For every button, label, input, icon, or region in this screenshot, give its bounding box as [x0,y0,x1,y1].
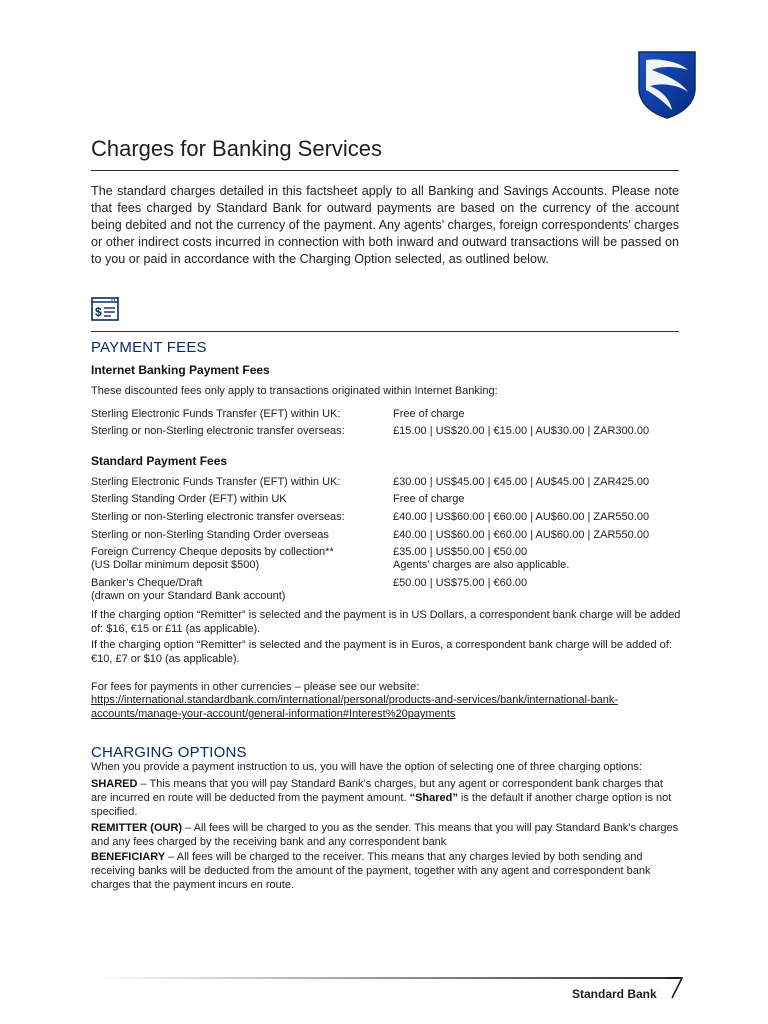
page-title: Charges for Banking Services [91,136,679,171]
fee-value: £15.00 | US$20.00 | €15.00 | AU$30.00 | ZAR300.00 [393,425,650,437]
shared-default-text: is the default if another charge option is not specified. [91,792,672,818]
beneficiary-term: BENEFICIARY [91,851,166,863]
intro-paragraph: The standard charges detailed in this factsheet apply to all Banking and Savings Accounts. Please note that fees charged by Standard Bank for outward payments are based on the currency of the account being debited and not the currency of the payment. Any agents’ charges, foreign correspondents’ charges or other indirect costs incurred in connection with both inward and outward transactions will be passed on to you or paid in accordance with the Charging Option selected, as outlined below. [91,184,679,266]
fee-label-note: (US Dollar minimum deposit $500) [91,559,260,571]
charging-options-heading: CHARGING OPTIONS [91,744,247,761]
fee-value: £50.00 | US$75.00 | €60.00 [393,577,528,589]
fee-value: £40.00 | US$60.00 | €60.00 | AU$60.00 | ZAR550.00 [393,511,650,523]
remitter-text: – All fees will be charged to you as the sender. This means that you will pay Standard Bank’s charges and any fees charged by the receiving bank and any correspondent bank [91,822,679,848]
website-link-line-2: accounts/manage-your-account/general-information#Interest%20payments [91,708,456,720]
fee-label: Sterling or non-Sterling electronic transfer overseas: [91,425,345,437]
payment-fees-heading: PAYMENT FEES [91,339,207,356]
standard-bank-shield-logo [636,48,698,120]
dollar-document-icon [91,297,119,321]
fee-value: Free of charge [393,493,465,505]
fee-label: Sterling Standing Order (EFT) within UK [91,493,287,505]
internet-banking-note: These discounted fees only apply to transactions originated within Internet Banking: [91,385,498,397]
fee-label: Sterling or non-Sterling Standing Order overseas [91,529,329,541]
remitter-eur-note: If the charging option “Remitter” is selected and the payment is in Euros, a correspondent bank charge will be added of: €10, £7 or $10 (as applicable). [91,639,672,665]
fee-label: Sterling Electronic Funds Transfer (EFT) within UK: [91,476,341,488]
charging-options-intro: When you provide a payment instruction to us, you will have the option of selecting one of three charging options: [91,761,642,773]
shared-text: – This means that you will pay Standard Bank’s charges, but any agent or correspondent bank charges that are incurred en route will be deducted from the payment amount. [91,778,663,804]
other-currencies-note: For fees for payments in other currencies – please see our website: [91,681,420,693]
shared-option [91,777,681,819]
fee-label: Sterling or non-Sterling electronic transfer overseas: [91,511,345,523]
fee-value: Free of charge [393,408,465,420]
standard-payment-fees-heading: Standard Payment Fees [91,454,228,468]
fee-value: £30.00 | US$45.00 | €45.00 | AU$45.00 | ZAR425.00 [393,476,650,488]
beneficiary-text: – All fees will be charged to the receiver. This means that any charges levied by both sending and receiving banks will be deducted from the amount of the payment, together with any agent and correspondent bank charges that the payment incurs en route. [91,851,651,891]
internet-banking-fees-heading: Internet Banking Payment Fees [91,363,270,377]
footer-rule [91,977,681,979]
fee-value: £40.00 | US$60.00 | €60.00 | AU$60.00 | ZAR550.00 [393,529,650,541]
remitter-term: REMITTER (OUR) [91,822,183,834]
fee-label: Banker’s Cheque/Draft [91,577,203,589]
remitter-usd-note: If the charging option “Remitter” is selected and the payment is in US Dollars, a correspondent bank charge will be added of: $16, €15 or £11 (as applicable). [91,609,681,635]
fee-label: Sterling Electronic Funds Transfer (EFT) within UK: [91,408,341,420]
shared-term: SHARED [91,778,138,790]
fee-value-note: Agents’ charges are also applicable. [393,559,570,571]
beneficiary-option [91,850,681,892]
website-link-line-1: https://international.standardbank.com/international/personal/products-and-services/bank/international-bank- [91,694,619,706]
fee-value: £35.00 | US$50.00 | €50.00 [393,546,528,558]
footer-brand-name: Standard Bank [572,987,657,1001]
website-link[interactable] [91,693,681,721]
shared-default-term: “Shared” [409,792,458,804]
svg-text:$: $ [95,305,102,319]
fee-label: Foreign Currency Cheque deposits by collection** [91,546,334,558]
remitter-option [91,821,681,849]
section-divider [91,331,679,332]
slash-mark-icon [664,976,684,1000]
fee-label-note: (drawn on your Standard Bank account) [91,590,286,602]
